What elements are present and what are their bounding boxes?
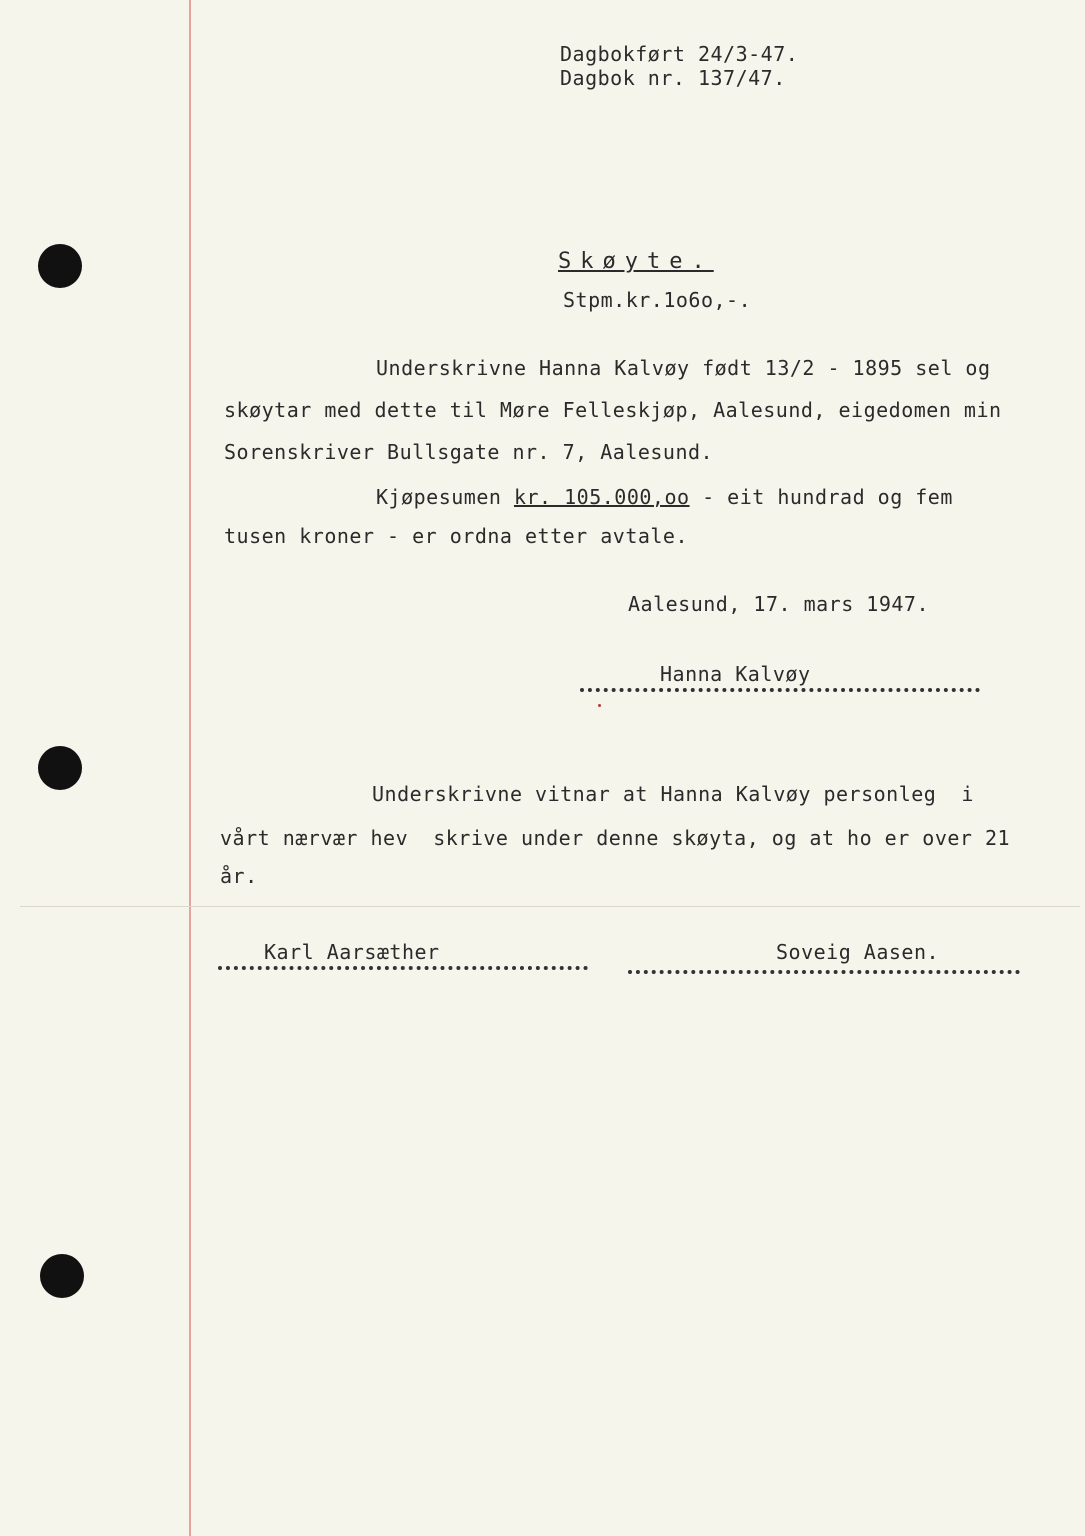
deed-paragraph-line-3: Sorenskriver Bullsgate nr. 7, Aalesund. (224, 440, 714, 464)
journal-number: Dagbok nr. 137/47. (560, 66, 786, 90)
witness-statement-line-1: Underskrivne vitnar at Hanna Kalvøy personleg i (372, 782, 974, 806)
seller-signature-line (580, 688, 980, 692)
punch-hole-middle (38, 746, 82, 790)
punch-hole-bottom (40, 1254, 84, 1298)
witness-statement-line-3: år. (220, 864, 258, 888)
seller-signature: Hanna Kalvøy (660, 662, 811, 686)
purchase-price-words: - eit hundrad og fem (689, 485, 953, 509)
journal-entry-date: Dagbokført 24/3-47. (560, 42, 799, 66)
deed-paragraph-line-1: Underskrivne Hanna Kalvøy født 13/2 - 1895 sel og (376, 356, 991, 380)
purchase-price-amount: kr. 105.000,oo (513, 485, 690, 509)
purchase-price-line (376, 485, 953, 509)
ink-speck (598, 704, 601, 707)
punch-hole-top (38, 244, 82, 288)
place-and-date: Aalesund, 17. mars 1947. (628, 592, 929, 616)
fold-line (20, 906, 1080, 907)
witness-signature-right: Soveig Aasen. (776, 940, 940, 964)
deed-paragraph-line-2: skøytar med dette til Møre Felleskjøp, Aalesund, eigedomen min (224, 398, 1002, 422)
stamp-duty: Stpm.kr.1o6o,-. (563, 288, 752, 312)
purchase-price-label: Kjøpesumen (376, 485, 514, 509)
witness-signature-line-right (628, 970, 1020, 974)
document-title: Skøyte. (558, 249, 714, 274)
witness-signature-left: Karl Aarsæther (264, 940, 440, 964)
purchase-price-line-2: tusen kroner - er ordna etter avtale. (224, 524, 689, 548)
witness-statement-line-2: vårt nærvær hev skrive under denne skøyta, og at ho er over 21 (220, 826, 1011, 850)
witness-signature-line-left (218, 966, 588, 970)
margin-rule (189, 0, 191, 1536)
